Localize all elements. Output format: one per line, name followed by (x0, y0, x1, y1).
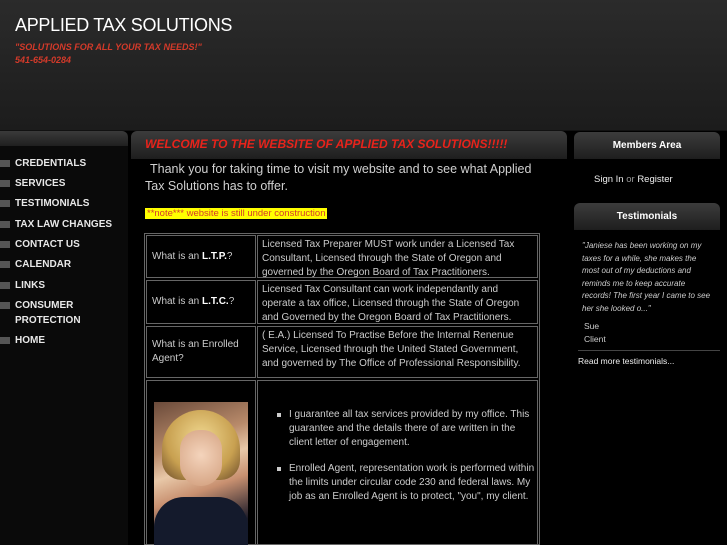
nav-item-tax-law-changes[interactable]: TAX LAW CHANGES (0, 217, 128, 232)
read-more-testimonials-link[interactable]: Read more testimonials... (578, 356, 675, 366)
ltc-question-prefix: What is an (152, 296, 203, 307)
photo-body (154, 497, 248, 545)
ltp-question-suffix: ? (226, 250, 233, 262)
ltp-question-prefix: What is an (152, 250, 203, 262)
ltp-abbrev: L.T.P. (202, 250, 227, 262)
author-role: Client (584, 333, 606, 344)
testimonial-author (584, 320, 606, 345)
table-row-ltp-answer: Licensed Tax Preparer MUST work under a Licensed Tax Consultant, Licensed through the State of Oregon and governed by the Oregon Board of Tax Practitioners. (257, 235, 538, 278)
nav-item-calendar[interactable]: CALENDAR (0, 257, 128, 272)
testimonials-heading: Testimonials (574, 203, 720, 230)
nav-item-home[interactable]: HOME (0, 333, 128, 348)
site-title[interactable]: APPLIED TAX SOLUTIONS (15, 15, 233, 35)
table-row-ltp-question (146, 235, 256, 278)
nav-item-testimonials[interactable]: TESTIMONIALS (0, 196, 128, 211)
testimonial-quote: "Janiese has been working on my taxes for a while, she makes the most out of my deductions and reminds me to keep accurate records! The first year I came to see her she looked o..." (582, 241, 711, 313)
guarantee-list (275, 408, 537, 516)
agent-photo (154, 402, 248, 545)
or-text: or (626, 174, 635, 185)
nav-item-services[interactable]: SERVICES (0, 176, 128, 191)
photo-face (180, 430, 222, 486)
welcome-heading: WELCOME TO THE WEBSITE OF APPLIED TAX SOLUTIONS!!!!! (145, 137, 508, 151)
nav-item-links[interactable]: LINKS (0, 278, 128, 293)
table-row-ltc-answer: Licensed Tax Consultant can work independantly and operate a tax office, Licensed through the State of Oregon and Governed by the Oregon Board of Tax Practitioners. (257, 280, 538, 324)
sign-in-link[interactable]: Sign In (594, 174, 624, 185)
register-link[interactable]: Register (637, 174, 673, 185)
table-row-ea-question: What is an Enrolled Agent? (146, 326, 256, 378)
site-tagline: "SOLUTIONS FOR ALL YOUR TAX NEEDS!" (15, 42, 202, 52)
ltc-abbrev: L.T.C. (202, 296, 229, 307)
intro-text: Thank you for taking time to visit my website and to see what Applied Tax Solutions has to offer. (145, 162, 532, 193)
construction-note: **note*** website is still under construction (147, 208, 326, 219)
list-item: I guarantee all tax services provided by my office. This guarantee and the details there of are written in the client letter of engagement. (275, 408, 537, 450)
table-row-ea-answer: ( E.A.) Licensed To Practise Before the Internal Renenue Service, Licensed through the United Stated Government, and governed by The Office of Professional Responsibility. (257, 326, 538, 378)
list-item: Enrolled Agent, representation work is performed within the limits under circular code 230 and federal laws. My job as an Enrolled Agent is to protect, "you", my client. (275, 462, 537, 504)
ltc-question-suffix: ? (228, 296, 235, 307)
table-row-ltc-question (146, 280, 256, 324)
members-area-heading: Members Area (574, 132, 720, 159)
divider (578, 350, 720, 351)
signin-links (594, 174, 673, 185)
nav-item-credentials[interactable]: CREDENTIALS (0, 156, 128, 171)
author-name: Sue (584, 321, 600, 331)
site-header (0, 0, 727, 131)
phone-number: 541-654-0284 (15, 55, 72, 65)
nav-item-consumer-protection[interactable]: CONSUMER PROTECTION (0, 298, 110, 328)
nav-item-contact-us[interactable]: CONTACT US (0, 237, 128, 252)
